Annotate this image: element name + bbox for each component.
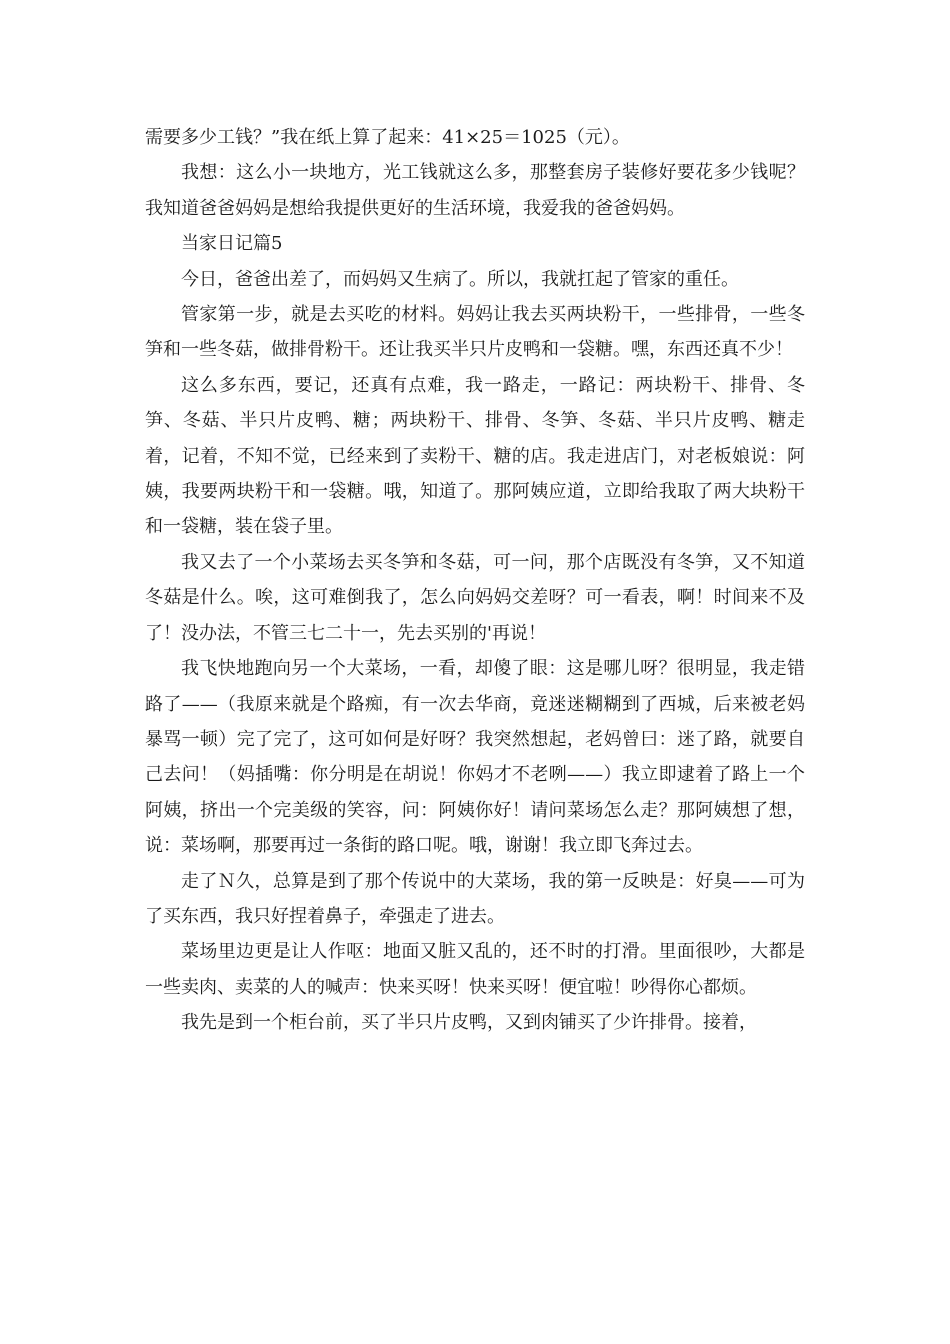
- paragraph-continuation: 需要多少工钱？”我在纸上算了起来：41×25＝1025（元）。: [145, 127, 630, 148]
- paragraph: 我又去了一个小菜场去买冬笋和冬菇，可一问，那个店既没有冬笋，又不知道冬菇是什么。唉，这可难倒我了，怎么向妈妈交差呀？可一看表，啊！时间来不及了！没办法，不管三七二十一，先去买别的'再说！: [145, 551, 805, 644]
- paragraph: 菜场里边更是让人作呕：地面又脏又乱的，还不时的打滑。里面很吵，大都是一些卖肉、卖菜的人的喊声：快来买呀！快来买呀！便宜啦！吵得你心都烦。: [145, 941, 805, 998]
- paragraph: 我飞快地跑向另一个大菜场，一看，却傻了眼：这是哪儿呀？很明显，我走错路了——（我原来就是个路痴，有一次去华商，竟迷迷糊糊到了西城，后来被老妈暴骂一顿）完了完了，这可如何是好呀？我突然想起，老妈曾曰：迷了路，就要自己去问！（妈插嘴：你分明是在胡说！你妈才不老咧——）我立即逮着了路上一个阿姨，挤出一个完美级的笑容，问：阿姨你好！请问菜场怎么走？那阿姨想了想，说：菜场啊，那要再过一条街的路口呢。哦，谢谢！我立即飞奔过去。: [145, 658, 805, 857]
- paragraph: 我想：这么小一块地方，光工钱就这么多，那整套房子装修好要花多少钱呢？我知道爸爸妈妈是想给我提供更好的生活环境，我爱我的爸爸妈妈。: [145, 162, 805, 219]
- paragraph: 我先是到一个柜台前，买了半只片皮鸭，又到肉铺买了少许排骨。接着，: [181, 1012, 757, 1034]
- document-body: [145, 120, 805, 1041]
- paragraph: 今日，爸爸出差了，而妈妈又生病了。所以，我就扛起了管家的重任。: [181, 268, 739, 290]
- paragraph: 走了Ｎ久，总算是到了那个传说中的大菜场，我的第一反映是：好臭——可为了买东西，我只好捏着鼻子，牵强走了进去。: [145, 870, 805, 927]
- paragraph: 这么多东西，要记，还真有点难，我一路走，一路记：两块粉干、排骨、冬笋、冬菇、半只片皮鸭、糖；两块粉干、排骨、冬笋、冬菇、半只片皮鸭、糖走着，记着，不知不觉，已经来到了卖粉干、糖的店。我走进店门，对老板娘说：阿姨，我要两块粉干和一袋糖。哦，知道了。那阿姨应道，立即给我取了两大块粉干和一袋糖，装在袋子里。: [145, 374, 805, 538]
- section-heading: 当家日记篇5: [181, 233, 283, 255]
- paragraph: 管家第一步，就是去买吃的材料。妈妈让我去买两块粉干，一些排骨，一些冬笋和一些冬菇，做排骨粉干。还让我买半只片皮鸭和一袋糖。嘿，东西还真不少！: [145, 304, 805, 361]
